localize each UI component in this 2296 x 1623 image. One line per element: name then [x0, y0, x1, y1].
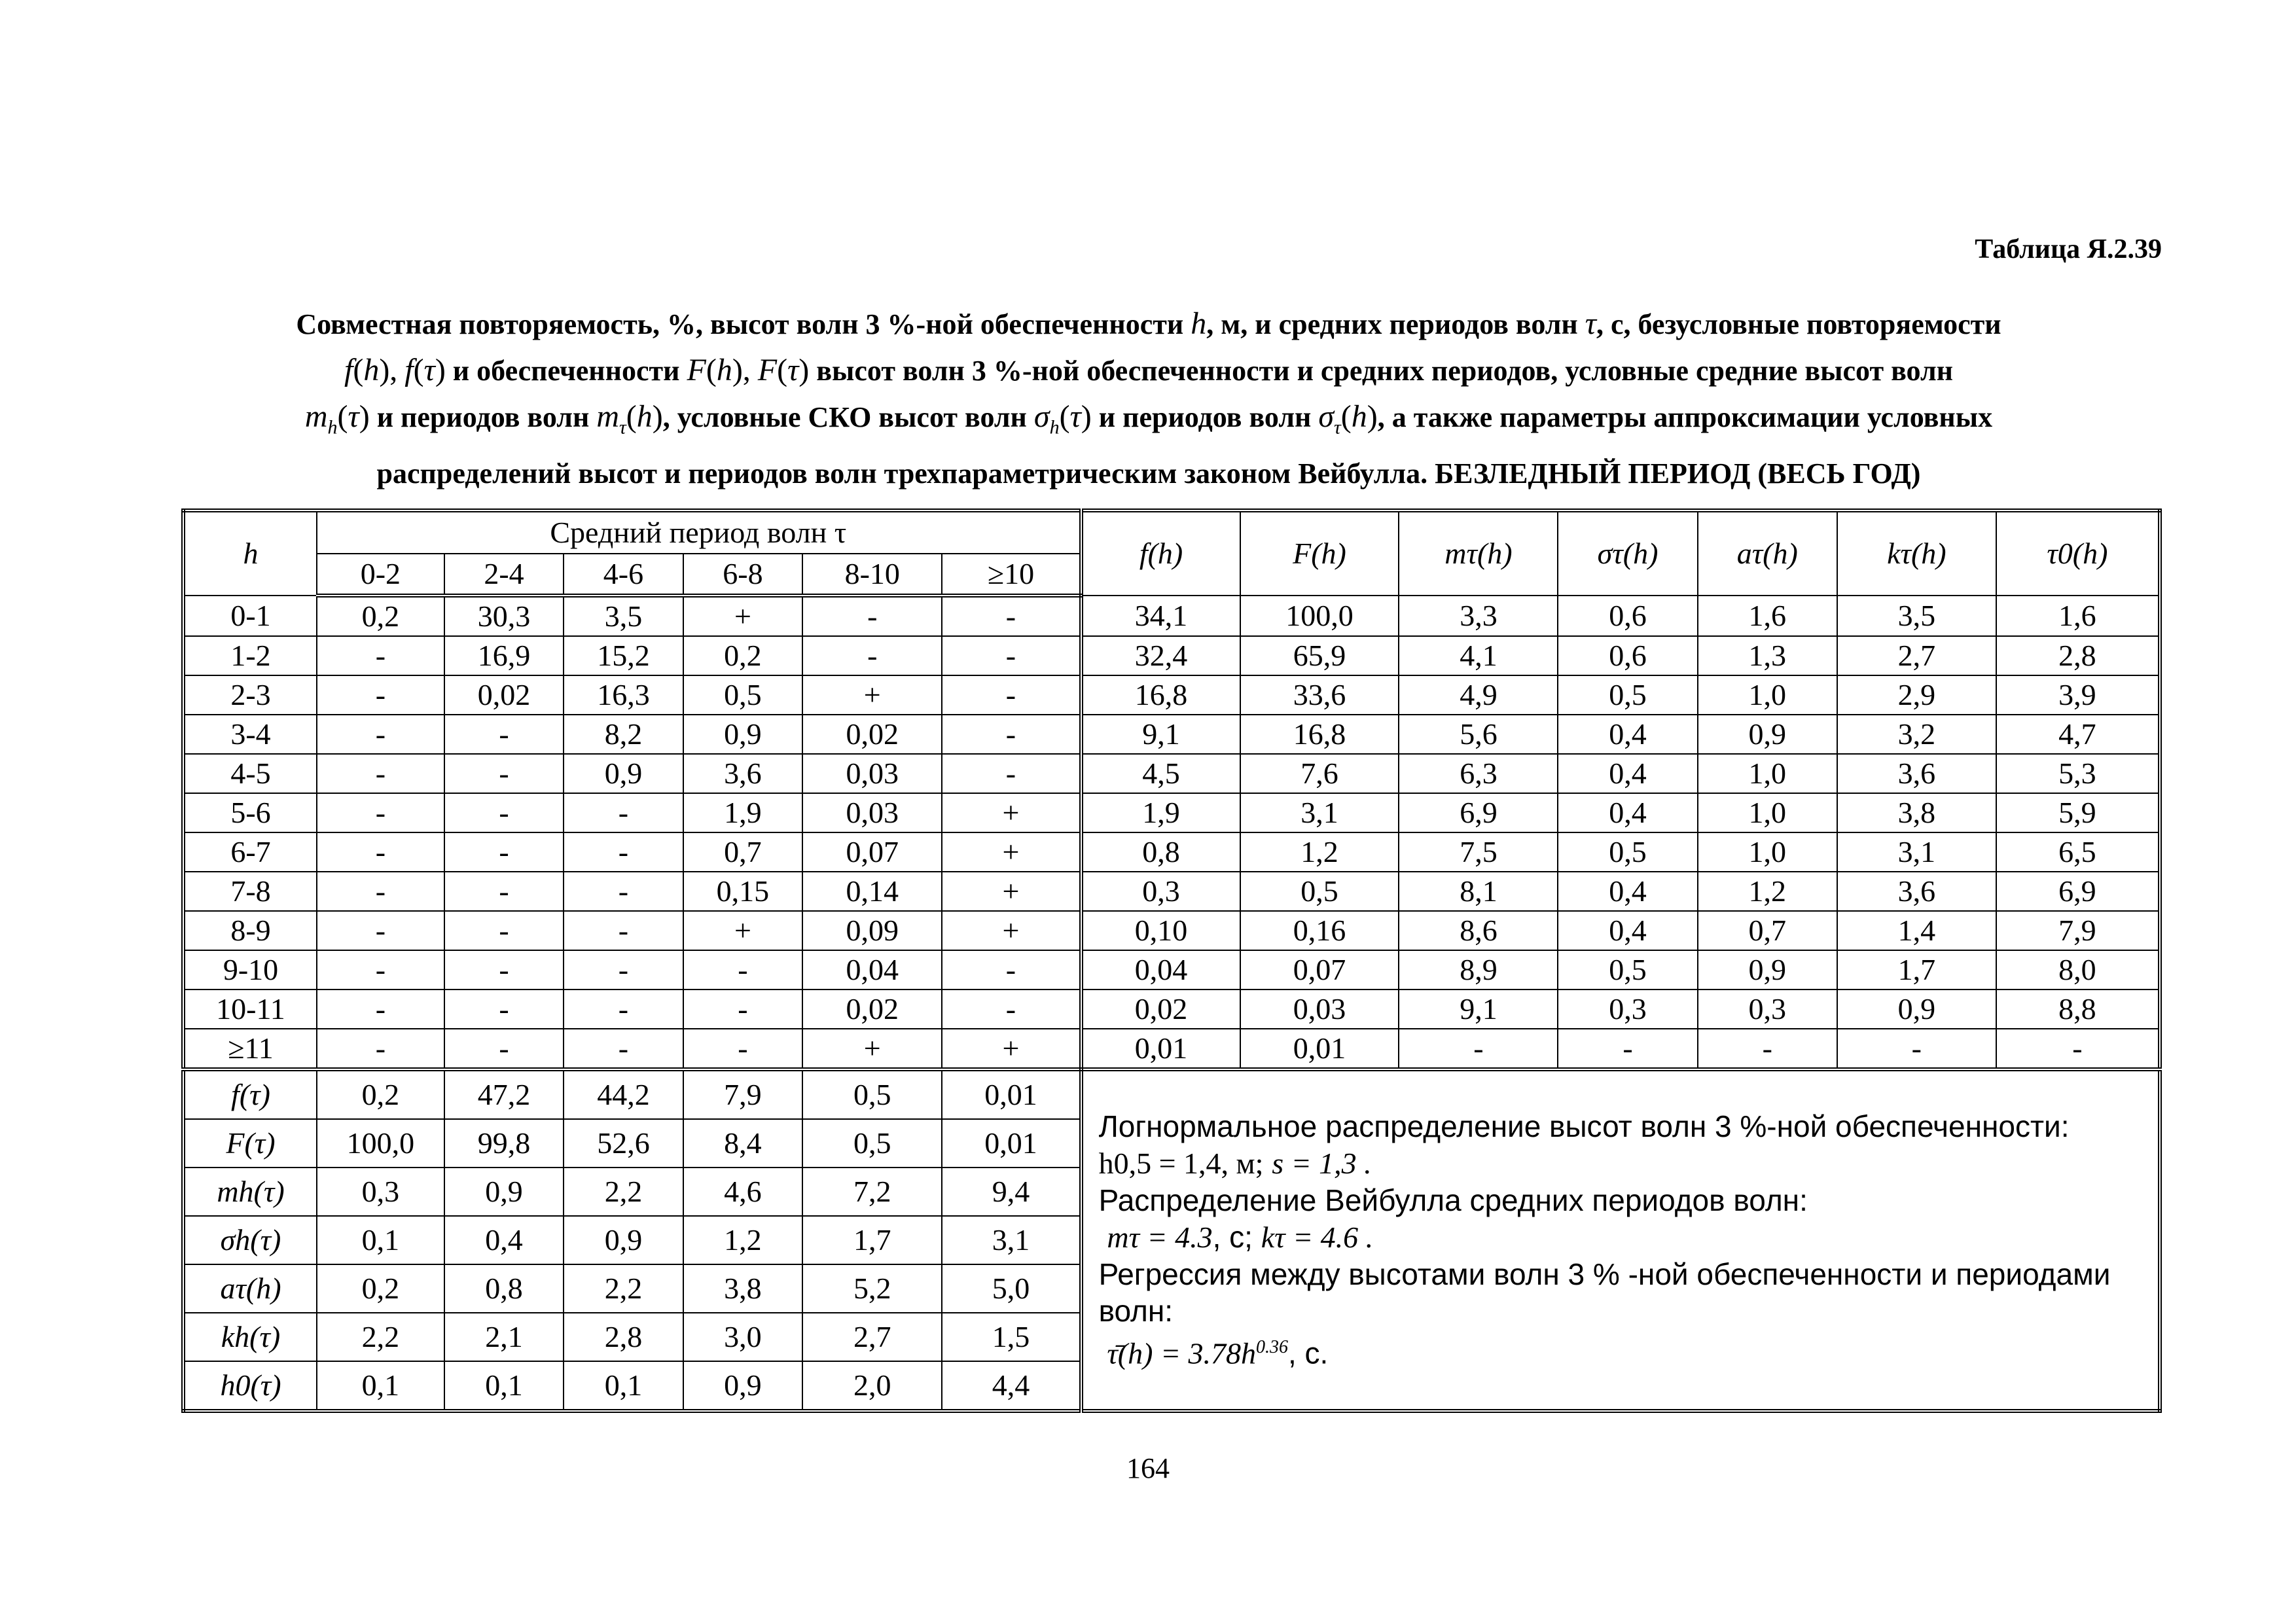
table-cell: 0,02 [1081, 990, 1240, 1029]
table-cell: - [802, 596, 942, 636]
table-cell: 0,4 [1558, 715, 1697, 754]
regression-text: Регрессия между высотами волн 3 % -ной обеспеченности и периодами волн: [1098, 1257, 2111, 1329]
table-cell: - [317, 1029, 444, 1069]
summary-cell: 0,9 [444, 1168, 564, 1216]
summary-cell: 2,7 [802, 1313, 942, 1361]
row-h-range: 10-11 [183, 990, 317, 1029]
summary-row-label: σh(τ) [183, 1216, 317, 1264]
table-cell: - [942, 596, 1081, 636]
header-fh: f(h) [1081, 510, 1240, 596]
table-cell: 4,5 [1081, 754, 1240, 793]
summary-row-label: aτ(h) [183, 1264, 317, 1313]
summary-cell: 3,1 [942, 1216, 1081, 1264]
table-cell: 65,9 [1240, 636, 1399, 675]
row-h-range: ≥11 [183, 1029, 317, 1069]
table-cell: 6,5 [1996, 832, 2160, 872]
table-cell: - [1837, 1029, 1996, 1069]
summary-cell: 0,1 [444, 1361, 564, 1411]
table-cell: - [1698, 1029, 1837, 1069]
header-kt: kτ(h) [1837, 510, 1996, 596]
table-cell: 6,9 [1399, 793, 1558, 832]
table-cell: - [564, 990, 683, 1029]
summary-cell: 44,2 [564, 1069, 683, 1119]
summary-cell: 9,4 [942, 1168, 1081, 1216]
table-cell: - [317, 990, 444, 1029]
row-h-range: 2-3 [183, 675, 317, 715]
summary-cell: 2,1 [444, 1313, 564, 1361]
table-cell: 16,8 [1240, 715, 1399, 754]
table-cell: 1,0 [1698, 754, 1837, 793]
summary-cell: 4,4 [942, 1361, 1081, 1411]
table-cell: - [444, 754, 564, 793]
header-row-1 [183, 510, 2160, 554]
summary-cell: 7,2 [802, 1168, 942, 1216]
table-cell: - [444, 715, 564, 754]
summary-cell: 0,1 [317, 1361, 444, 1411]
table-cell: 9,1 [1081, 715, 1240, 754]
table-row [183, 793, 2160, 832]
table-cell: + [802, 1029, 942, 1069]
header-st: στ(h) [1558, 510, 1697, 596]
weibull-m: mτ = 4.3 [1107, 1221, 1213, 1255]
row-h-range: 8-9 [183, 911, 317, 950]
row-h-range: 1-2 [183, 636, 317, 675]
weibull-text: Распределение Вейбулла средних периодов волн: [1098, 1183, 1808, 1218]
table-cell: 7,5 [1399, 832, 1558, 872]
table-cell: 1,0 [1698, 793, 1837, 832]
regression-formula [1099, 1329, 2142, 1372]
table-cell: 1,4 [1837, 911, 1996, 950]
table-cell: - [317, 950, 444, 990]
table-cell: - [317, 872, 444, 911]
table-row [183, 636, 2160, 675]
table-cell: - [564, 911, 683, 950]
table-cell: + [683, 911, 802, 950]
table-cell: 6,9 [1996, 872, 2160, 911]
table-cell: 0,9 [1698, 715, 1837, 754]
table-cell: - [683, 990, 802, 1029]
summary-cell: 2,2 [317, 1313, 444, 1361]
table-row [183, 675, 2160, 715]
summary-cell: 0,5 [802, 1119, 942, 1168]
row-h-range: 5-6 [183, 793, 317, 832]
summary-cell: 0,01 [942, 1069, 1081, 1119]
table-cell: - [683, 1029, 802, 1069]
table-cell: 8,8 [1996, 990, 2160, 1029]
summary-cell: 99,8 [444, 1119, 564, 1168]
table-cell: 0,5 [1558, 950, 1697, 990]
table-cell: 0,07 [802, 832, 942, 872]
table-cell: 2,9 [1837, 675, 1996, 715]
table-cell: 1,6 [1698, 596, 1837, 636]
table-row [183, 832, 2160, 872]
table-cell: 0,04 [1081, 950, 1240, 990]
table-cell: - [942, 754, 1081, 793]
table-cell: - [317, 754, 444, 793]
summary-cell: 7,9 [683, 1069, 802, 1119]
caption-part-7: , условные СКО высот волн [662, 401, 1034, 433]
table-cell: 3,6 [683, 754, 802, 793]
lognormal-h: h0,5 = 1,4, м; [1098, 1147, 1264, 1181]
table-row [183, 911, 2160, 950]
table-cell: - [942, 950, 1081, 990]
table-cell: - [444, 950, 564, 990]
table-cell: - [1399, 1029, 1558, 1069]
table-cell: - [564, 832, 683, 872]
table-cell: 1,7 [1837, 950, 1996, 990]
header-h: h [183, 510, 317, 596]
summary-cell: 0,3 [317, 1168, 444, 1216]
table-cell: 1,3 [1698, 636, 1837, 675]
table-cell: 3,2 [1837, 715, 1996, 754]
header-period-group: Средний период волн τ [317, 510, 1081, 554]
weibull-k: kτ = 4.6 . [1261, 1221, 1374, 1255]
table-cell: 0,14 [802, 872, 942, 911]
table-cell: - [317, 715, 444, 754]
table-cell: 33,6 [1240, 675, 1399, 715]
table-cell: 0,04 [802, 950, 942, 990]
table-cell: + [683, 596, 802, 636]
table-cell: 3,1 [1837, 832, 1996, 872]
summary-cell: 1,7 [802, 1216, 942, 1264]
table-cell: 8,9 [1399, 950, 1558, 990]
summary-row-label: kh(τ) [183, 1313, 317, 1361]
table-cell: - [942, 636, 1081, 675]
header-period: 8-10 [802, 554, 942, 596]
table-cell: - [942, 990, 1081, 1029]
table-cell: 0,4 [1558, 872, 1697, 911]
table-cell: - [317, 675, 444, 715]
summary-cell: 0,4 [444, 1216, 564, 1264]
row-h-range: 7-8 [183, 872, 317, 911]
summary-cell: 47,2 [444, 1069, 564, 1119]
approximation-notes [1081, 1069, 2160, 1411]
caption-part-10: распределений высот и периодов волн трехпараметрическим законом Вейбулла. БЕЗЛЕДНЫЙ ПЕРИОД (ВЕСЬ ГОД) [376, 457, 1921, 490]
row-h-range: 4-5 [183, 754, 317, 793]
table-cell: 15,2 [564, 636, 683, 675]
table-cell: 8,6 [1399, 911, 1558, 950]
table-cell: 5,3 [1996, 754, 2160, 793]
header-period: 6-8 [683, 554, 802, 596]
table-row [183, 990, 2160, 1029]
table-cell: 0,5 [1558, 832, 1697, 872]
table-cell: 0,9 [683, 715, 802, 754]
table-cell: 1,9 [1081, 793, 1240, 832]
summary-cell: 1,5 [942, 1313, 1081, 1361]
summary-cell: 2,8 [564, 1313, 683, 1361]
table-cell: - [564, 872, 683, 911]
summary-cell: 5,2 [802, 1264, 942, 1313]
header-at: aτ(h) [1698, 510, 1837, 596]
table-cell: 0,10 [1081, 911, 1240, 950]
caption-part-3: , с, безусловные повторяемости [1596, 308, 2001, 340]
summary-cell: 0,01 [942, 1119, 1081, 1168]
table-cell: - [564, 793, 683, 832]
regression-eq: τ̄(h) = 3.78h [1107, 1336, 1256, 1370]
summary-cell: 0,1 [564, 1361, 683, 1411]
caption-part-6: и периодов волн [369, 401, 597, 433]
table-cell: 5,6 [1399, 715, 1558, 754]
summary-cell: 2,2 [564, 1264, 683, 1313]
table-cell: 16,9 [444, 636, 564, 675]
table-cell: - [942, 675, 1081, 715]
table-cell: 8,1 [1399, 872, 1558, 911]
table-cell: 1,0 [1698, 675, 1837, 715]
table-cell: 0,02 [802, 715, 942, 754]
summary-cell: 2,2 [564, 1168, 683, 1216]
table-cell: 0,9 [1837, 990, 1996, 1029]
table-row [183, 715, 2160, 754]
table-cell: 0,2 [317, 596, 444, 636]
table-cell: - [317, 832, 444, 872]
table-cell: 0,09 [802, 911, 942, 950]
row-h-range: 0-1 [183, 596, 317, 636]
table-cell: - [444, 1029, 564, 1069]
table-cell: 30,3 [444, 596, 564, 636]
wave-statistics-table [181, 508, 2162, 1413]
summary-cell: 5,0 [942, 1264, 1081, 1313]
summary-cell: 0,1 [317, 1216, 444, 1264]
table-row [183, 872, 2160, 911]
table-cell: 0,01 [1081, 1029, 1240, 1069]
table-cell: 0,02 [802, 990, 942, 1029]
header-mt: mτ(h) [1399, 510, 1558, 596]
table-cell: 32,4 [1081, 636, 1240, 675]
table-cell: 0,3 [1558, 990, 1697, 1029]
table-cell: 1,6 [1996, 596, 2160, 636]
table-cell: - [444, 990, 564, 1029]
table-row [183, 596, 2160, 636]
page-number: 164 [1126, 1452, 1170, 1484]
row-h-range: 6-7 [183, 832, 317, 872]
table-cell: - [564, 1029, 683, 1069]
table-cell: 0,02 [444, 675, 564, 715]
table-cell: - [444, 911, 564, 950]
summary-cell: 0,8 [444, 1264, 564, 1313]
table-cell: 0,03 [802, 754, 942, 793]
caption-part-5: высот волн 3 %-ной обеспеченности и средних периодов, условные средние высот волн [809, 355, 1953, 387]
table-cell: 0,01 [1240, 1029, 1399, 1069]
table-cell: 4,7 [1996, 715, 2160, 754]
table-cell: 3,5 [564, 596, 683, 636]
lognormal-params [1099, 1145, 2142, 1182]
weibull-sep: , с; [1212, 1220, 1253, 1255]
table-cell: + [942, 793, 1081, 832]
table-label: Таблица Я.2.39 [1975, 234, 2162, 264]
table-cell: 0,6 [1558, 596, 1697, 636]
table-row [183, 754, 2160, 793]
table-cell: - [564, 950, 683, 990]
table-cell: 9,1 [1399, 990, 1558, 1029]
summary-cell: 3,8 [683, 1264, 802, 1313]
row-h-range: 3-4 [183, 715, 317, 754]
table-cell: - [317, 636, 444, 675]
table-cell: 0,3 [1081, 872, 1240, 911]
caption-part-4: и обеспеченности [445, 355, 687, 387]
summary-row-label: h0(τ) [183, 1361, 317, 1411]
table-cell: 0,16 [1240, 911, 1399, 950]
summary-cell: 0,9 [564, 1216, 683, 1264]
summary-cell: 3,0 [683, 1313, 802, 1361]
table-cell: 0,7 [683, 832, 802, 872]
summary-cell: 0,5 [802, 1069, 942, 1119]
table-cell: - [317, 911, 444, 950]
table-cell: + [942, 872, 1081, 911]
table-cell: 3,6 [1837, 872, 1996, 911]
table-cell: 5,9 [1996, 793, 2160, 832]
caption-part-8: и периодов волн [1091, 401, 1319, 433]
caption-part-2: , м, и средних периодов волн [1206, 308, 1585, 340]
table-cell: - [444, 793, 564, 832]
table-cell: 1,0 [1698, 832, 1837, 872]
table-caption: Совместная повторяемость, %, высот волн 3 %-ной обеспеченности h, м, и средних периодов волн τ, с, безусловные повторяемости f(h), f(τ) и обеспеченности F(h), F(τ) высот волн 3 %-ной обеспеченности и средних периодов, условные средние высот волн $m_h(\tau)$ и периодов волн $m_\tau(h)$, условные СКО высот волн $\sigma_h(\tau)$ и периодов волн $\sigma_\tau(h)$, а также параметры аппроксимации условных распределений высот и периодов волн трехпараметрическим законом Вейбулла. БЕЗЛЕДНЫЙ ПЕРИОД (ВЕСЬ ГОД) [296, 306, 2001, 490]
lognormal-text: Логнормальное распределение высот волн 3 %-ной обеспеченности: [1098, 1109, 2070, 1144]
table-row [183, 1029, 2160, 1069]
summary-row-label: f(τ) [183, 1069, 317, 1119]
row-h-range: 9-10 [183, 950, 317, 990]
table-cell: 3,5 [1837, 596, 1996, 636]
table-cell: 8,0 [1996, 950, 2160, 990]
table-cell: 0,6 [1558, 636, 1697, 675]
table-cell: 0,7 [1698, 911, 1837, 950]
header-period: ≥10 [942, 554, 1081, 596]
header-Fh: F(h) [1240, 510, 1399, 596]
summary-cell: 0,9 [683, 1361, 802, 1411]
weibull-params [1099, 1219, 2142, 1256]
table-cell: 0,4 [1558, 911, 1697, 950]
table-row [183, 950, 2160, 990]
summary-cell: 52,6 [564, 1119, 683, 1168]
table-cell: 0,5 [683, 675, 802, 715]
table-cell: 0,4 [1558, 793, 1697, 832]
caption-part-1: Совместная повторяемость, %, высот волн 3 %-ной обеспеченности [296, 308, 1191, 340]
header-period: 2-4 [444, 554, 564, 596]
table-cell: 0,03 [802, 793, 942, 832]
summary-cell: 8,4 [683, 1119, 802, 1168]
table-cell: 3,8 [1837, 793, 1996, 832]
table-cell: 0,03 [1240, 990, 1399, 1029]
table-cell: 16,8 [1081, 675, 1240, 715]
header-period: 4-6 [564, 554, 683, 596]
table-cell: + [942, 832, 1081, 872]
table-cell: 0,4 [1558, 754, 1697, 793]
table-cell: 0,9 [564, 754, 683, 793]
summary-cell: 100,0 [317, 1119, 444, 1168]
table-cell: 2,8 [1996, 636, 2160, 675]
table-cell: 100,0 [1240, 596, 1399, 636]
table-cell: 3,1 [1240, 793, 1399, 832]
table-cell: 1,2 [1240, 832, 1399, 872]
regression-exponent: 0.36 [1256, 1337, 1288, 1358]
summary-cell: 1,2 [683, 1216, 802, 1264]
summary-cell: 0,2 [317, 1069, 444, 1119]
lognormal-s: s = 1,3 . [1272, 1147, 1372, 1181]
table-cell: 34,1 [1081, 596, 1240, 636]
table-cell: - [1558, 1029, 1697, 1069]
table-cell: - [942, 715, 1081, 754]
summary-cell: 4,6 [683, 1168, 802, 1216]
table-cell: 0,07 [1240, 950, 1399, 990]
summary-row-label: mh(τ) [183, 1168, 317, 1216]
table-cell: 3,9 [1996, 675, 2160, 715]
table-cell: - [444, 872, 564, 911]
table-cell: 4,9 [1399, 675, 1558, 715]
table-cell: - [444, 832, 564, 872]
table-cell: 0,15 [683, 872, 802, 911]
table-cell: 4,1 [1399, 636, 1558, 675]
header-t0: τ0(h) [1996, 510, 2160, 596]
summary-row-label: F(τ) [183, 1119, 317, 1168]
table-cell: 0,9 [1698, 950, 1837, 990]
table-cell: 16,3 [564, 675, 683, 715]
table-cell: - [317, 793, 444, 832]
table-cell: + [942, 911, 1081, 950]
table-cell: 0,2 [683, 636, 802, 675]
table-cell: - [683, 950, 802, 990]
table-cell: 0,5 [1240, 872, 1399, 911]
regression-unit: , с. [1288, 1336, 1329, 1370]
table-cell: 1,9 [683, 793, 802, 832]
header-period: 0-2 [317, 554, 444, 596]
table-cell: 0,8 [1081, 832, 1240, 872]
table-cell: 0,3 [1698, 990, 1837, 1029]
summary-cell: 2,0 [802, 1361, 942, 1411]
table-cell: 1,2 [1698, 872, 1837, 911]
table-cell: 7,9 [1996, 911, 2160, 950]
summary-row [183, 1069, 2160, 1119]
table-cell: + [942, 1029, 1081, 1069]
table-cell: 6,3 [1399, 754, 1558, 793]
table-cell: - [802, 636, 942, 675]
table-cell: 3,3 [1399, 596, 1558, 636]
table-cell: 2,7 [1837, 636, 1996, 675]
table-cell: 0,5 [1558, 675, 1697, 715]
summary-cell: 0,2 [317, 1264, 444, 1313]
table-cell: 8,2 [564, 715, 683, 754]
table-cell: 3,6 [1837, 754, 1996, 793]
table-cell: 7,6 [1240, 754, 1399, 793]
table-cell: - [1996, 1029, 2160, 1069]
table-cell: + [802, 675, 942, 715]
caption-part-9: , а также параметры аппроксимации условных [1377, 401, 1993, 433]
